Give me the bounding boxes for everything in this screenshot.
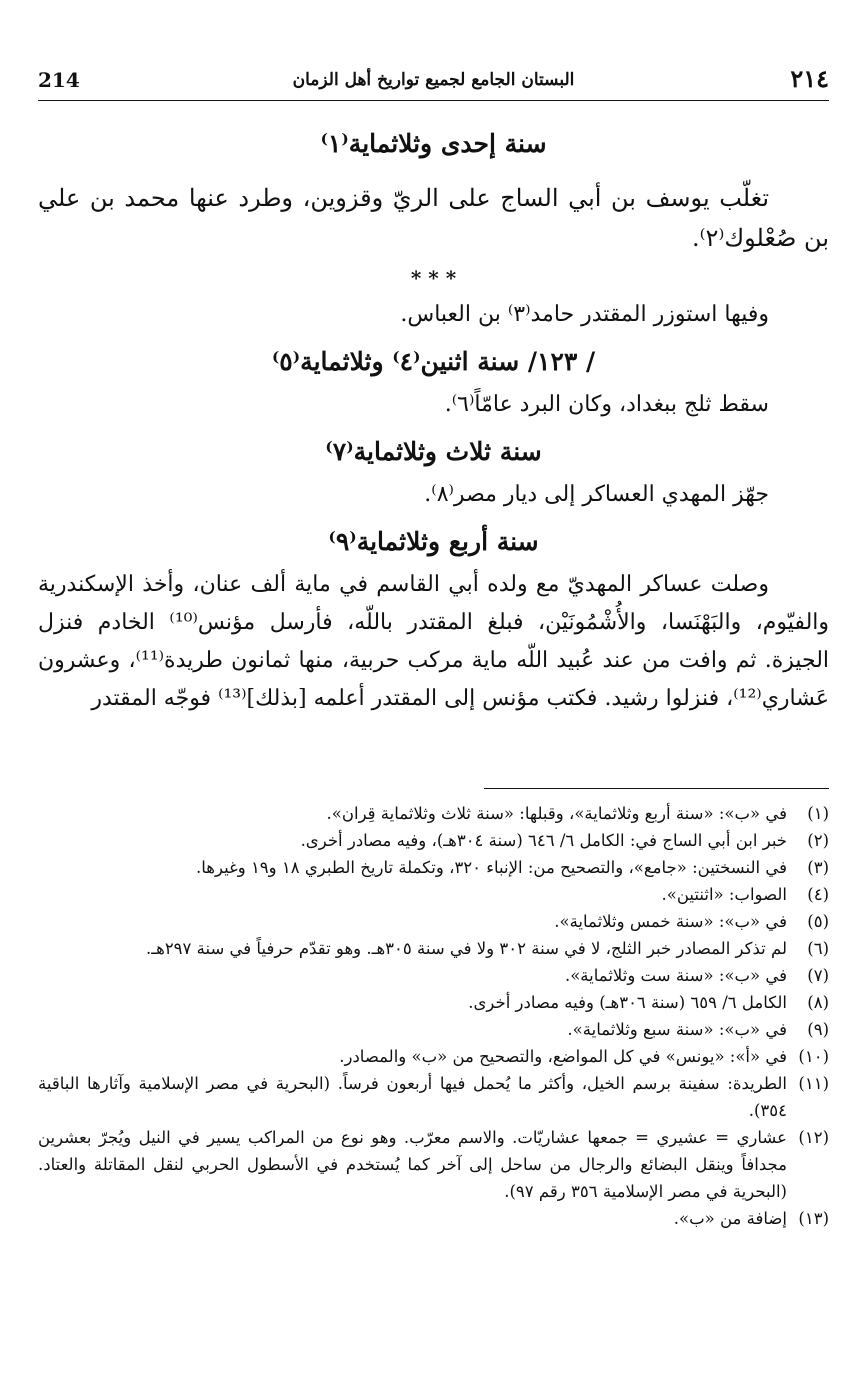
footnote [38, 1043, 829, 1070]
footnote-number: (١١) [798, 1074, 829, 1093]
footnote-text: لم تذكر المصادر خبر الثلج، لا في سنة ٣٠٢ ولا في سنة ٣٠٥هـ. وهو تقدّم حرفياً في سنة ٢٩٧هـ. [146, 939, 787, 958]
footnote-separator [484, 788, 829, 789]
paragraph-vizier: وفيها استوزر المقتدر حامد⁽٣⁾ بن العباس. [400, 302, 769, 327]
footnote [38, 962, 829, 989]
footnote [38, 908, 829, 935]
footnote-text: عشاري = عشيري = جمعها عشاريّات. والاسم معرّب. وهو نوع من المراكب يسير في النيل ويُجرّ بعشرين مجدافاً وينقل البضائع والرجال من ساحل إلى آخر كما يُستخدم في الأسطول الحربي لنقل المقاتلة والعتاد. (البحرية في مصر الإسلامية ٣٥٦ رقم ٩٧). [38, 1128, 787, 1201]
section-heading-301: سنة إحدى وثلاثماية⁽١⁾ [320, 129, 547, 158]
page-number-latin: 214 [38, 68, 80, 92]
footnote [38, 989, 829, 1016]
footnote-text: في «ب»: «سنة ست وثلاثماية». [564, 966, 787, 985]
footnote [38, 854, 829, 881]
footnote-number: (٦) [807, 939, 829, 958]
footnote-number: (٥) [807, 912, 829, 931]
paragraph-304: وصلت عساكر المهديّ مع ولده أبي القاسم في ماية ألف عنان، وأخذ الإسكندرية والفيّوم، والبَهْنَسا، والأُشْمُونَيْن، فبلغ المقتدر باللّه، فأرسل مؤنس⁽¹⁰⁾ الخادم فنزل الجيزة. ثم وافت من عند عُبيد اللّه ماية مركب حربية، منها ثمانون طريدة⁽¹¹⁾، وعشرون عَشاري⁽¹²⁾، فنزلوا رشيد. فكتب مؤنس إلى المقتدر أعلمه [بذلك]⁽¹³⁾ فوجّه المقتدر [38, 572, 830, 711]
footnote-number: (٢) [807, 831, 829, 850]
footnote [38, 935, 829, 962]
footnote-number: (١٠) [798, 1047, 829, 1066]
section-heading-303: سنة ثلاث وثلاثماية⁽٧⁾ [325, 437, 542, 466]
footnote-number: (٧) [807, 966, 829, 985]
paragraph-303: جهّز المهدي العساكر إلى ديار مصر⁽٨⁾. [424, 482, 769, 507]
section-heading-304: سنة أربع وثلاثماية⁽٩⁾ [328, 527, 539, 556]
footnotes [38, 800, 829, 1232]
footnote-text: خبر ابن أبي الساج في: الكامل ٦/ ٦٤٦ (سنة ٣٠٤هـ)، وفيه مصادر أخرى. [300, 831, 787, 850]
footnote [38, 800, 829, 827]
footnote-text: الكامل ٦/ ٦٥٩ (سنة ٣٠٦هـ) وفيه مصادر أخرى. [468, 993, 787, 1012]
footnote [38, 1124, 829, 1205]
footnote-text: في «ب»: «سنة أربع وثلاثماية»، وقبلها: «سنة ثلاث وثلاثماية قِران». [326, 804, 787, 823]
section-heading-302: / ١٢٣/ سنة اثنين⁽٤⁾ وثلاثماية⁽٥⁾ [271, 347, 596, 376]
footnote [38, 1016, 829, 1043]
running-title: البستان الجامع لجميع تواريخ أهل الزمان [292, 70, 575, 90]
footnote [38, 881, 829, 908]
footnote-text: في النسختين: «جامع»، والتصحيح من: الإنباء ٣٢٠، وتكملة تاريخ الطبري ١٨ و١٩ وغيرها. [196, 858, 787, 877]
footnote-number: (٣) [807, 858, 829, 877]
main-text [38, 118, 829, 718]
footnote-number: (١) [807, 804, 829, 823]
page-header [38, 64, 829, 101]
footnote-number: (٤) [807, 885, 829, 904]
footnote-number: (٨) [807, 993, 829, 1012]
paragraph-302: سقط ثلج ببغداد، وكان البرد عامّاً⁽٦⁾. [444, 392, 769, 417]
footnote-number: (٩) [807, 1020, 829, 1039]
footnote-text: في «ب»: «سنة سبع وثلاثماية». [567, 1020, 787, 1039]
footnote [38, 1205, 829, 1232]
footnote [38, 1070, 829, 1124]
footnote-text: إضافة من «ب». [673, 1209, 787, 1228]
footnote [38, 827, 829, 854]
footnote-text: الطريدة: سفينة برسم الخيل، وأكثر ما يُحمل فيها أربعون فرساً. (البحرية في مصر الإسلامية وآثارها الباقية ٣٥٤). [38, 1074, 787, 1120]
footnote-number: (١٢) [798, 1128, 829, 1147]
footnote-text: في «ب»: «سنة خمس وثلاثماية». [554, 912, 787, 931]
section-divider-stars: * * * [410, 266, 457, 290]
footnote-text: الصواب: «اثنتين». [661, 885, 787, 904]
footnote-text: في «أ»: «يونس» في كل المواضع، والتصحيح من «ب» والمصادر. [339, 1047, 787, 1066]
paragraph-301: تغلّب يوسف بن أبي الساج على الريّ وقزوين، وطرد عنها محمد بن علي بن صُعْلوك⁽٢⁾. [38, 184, 829, 252]
page-number-arabic: ٢١٤ [790, 64, 829, 93]
footnote-number: (١٣) [798, 1209, 829, 1228]
